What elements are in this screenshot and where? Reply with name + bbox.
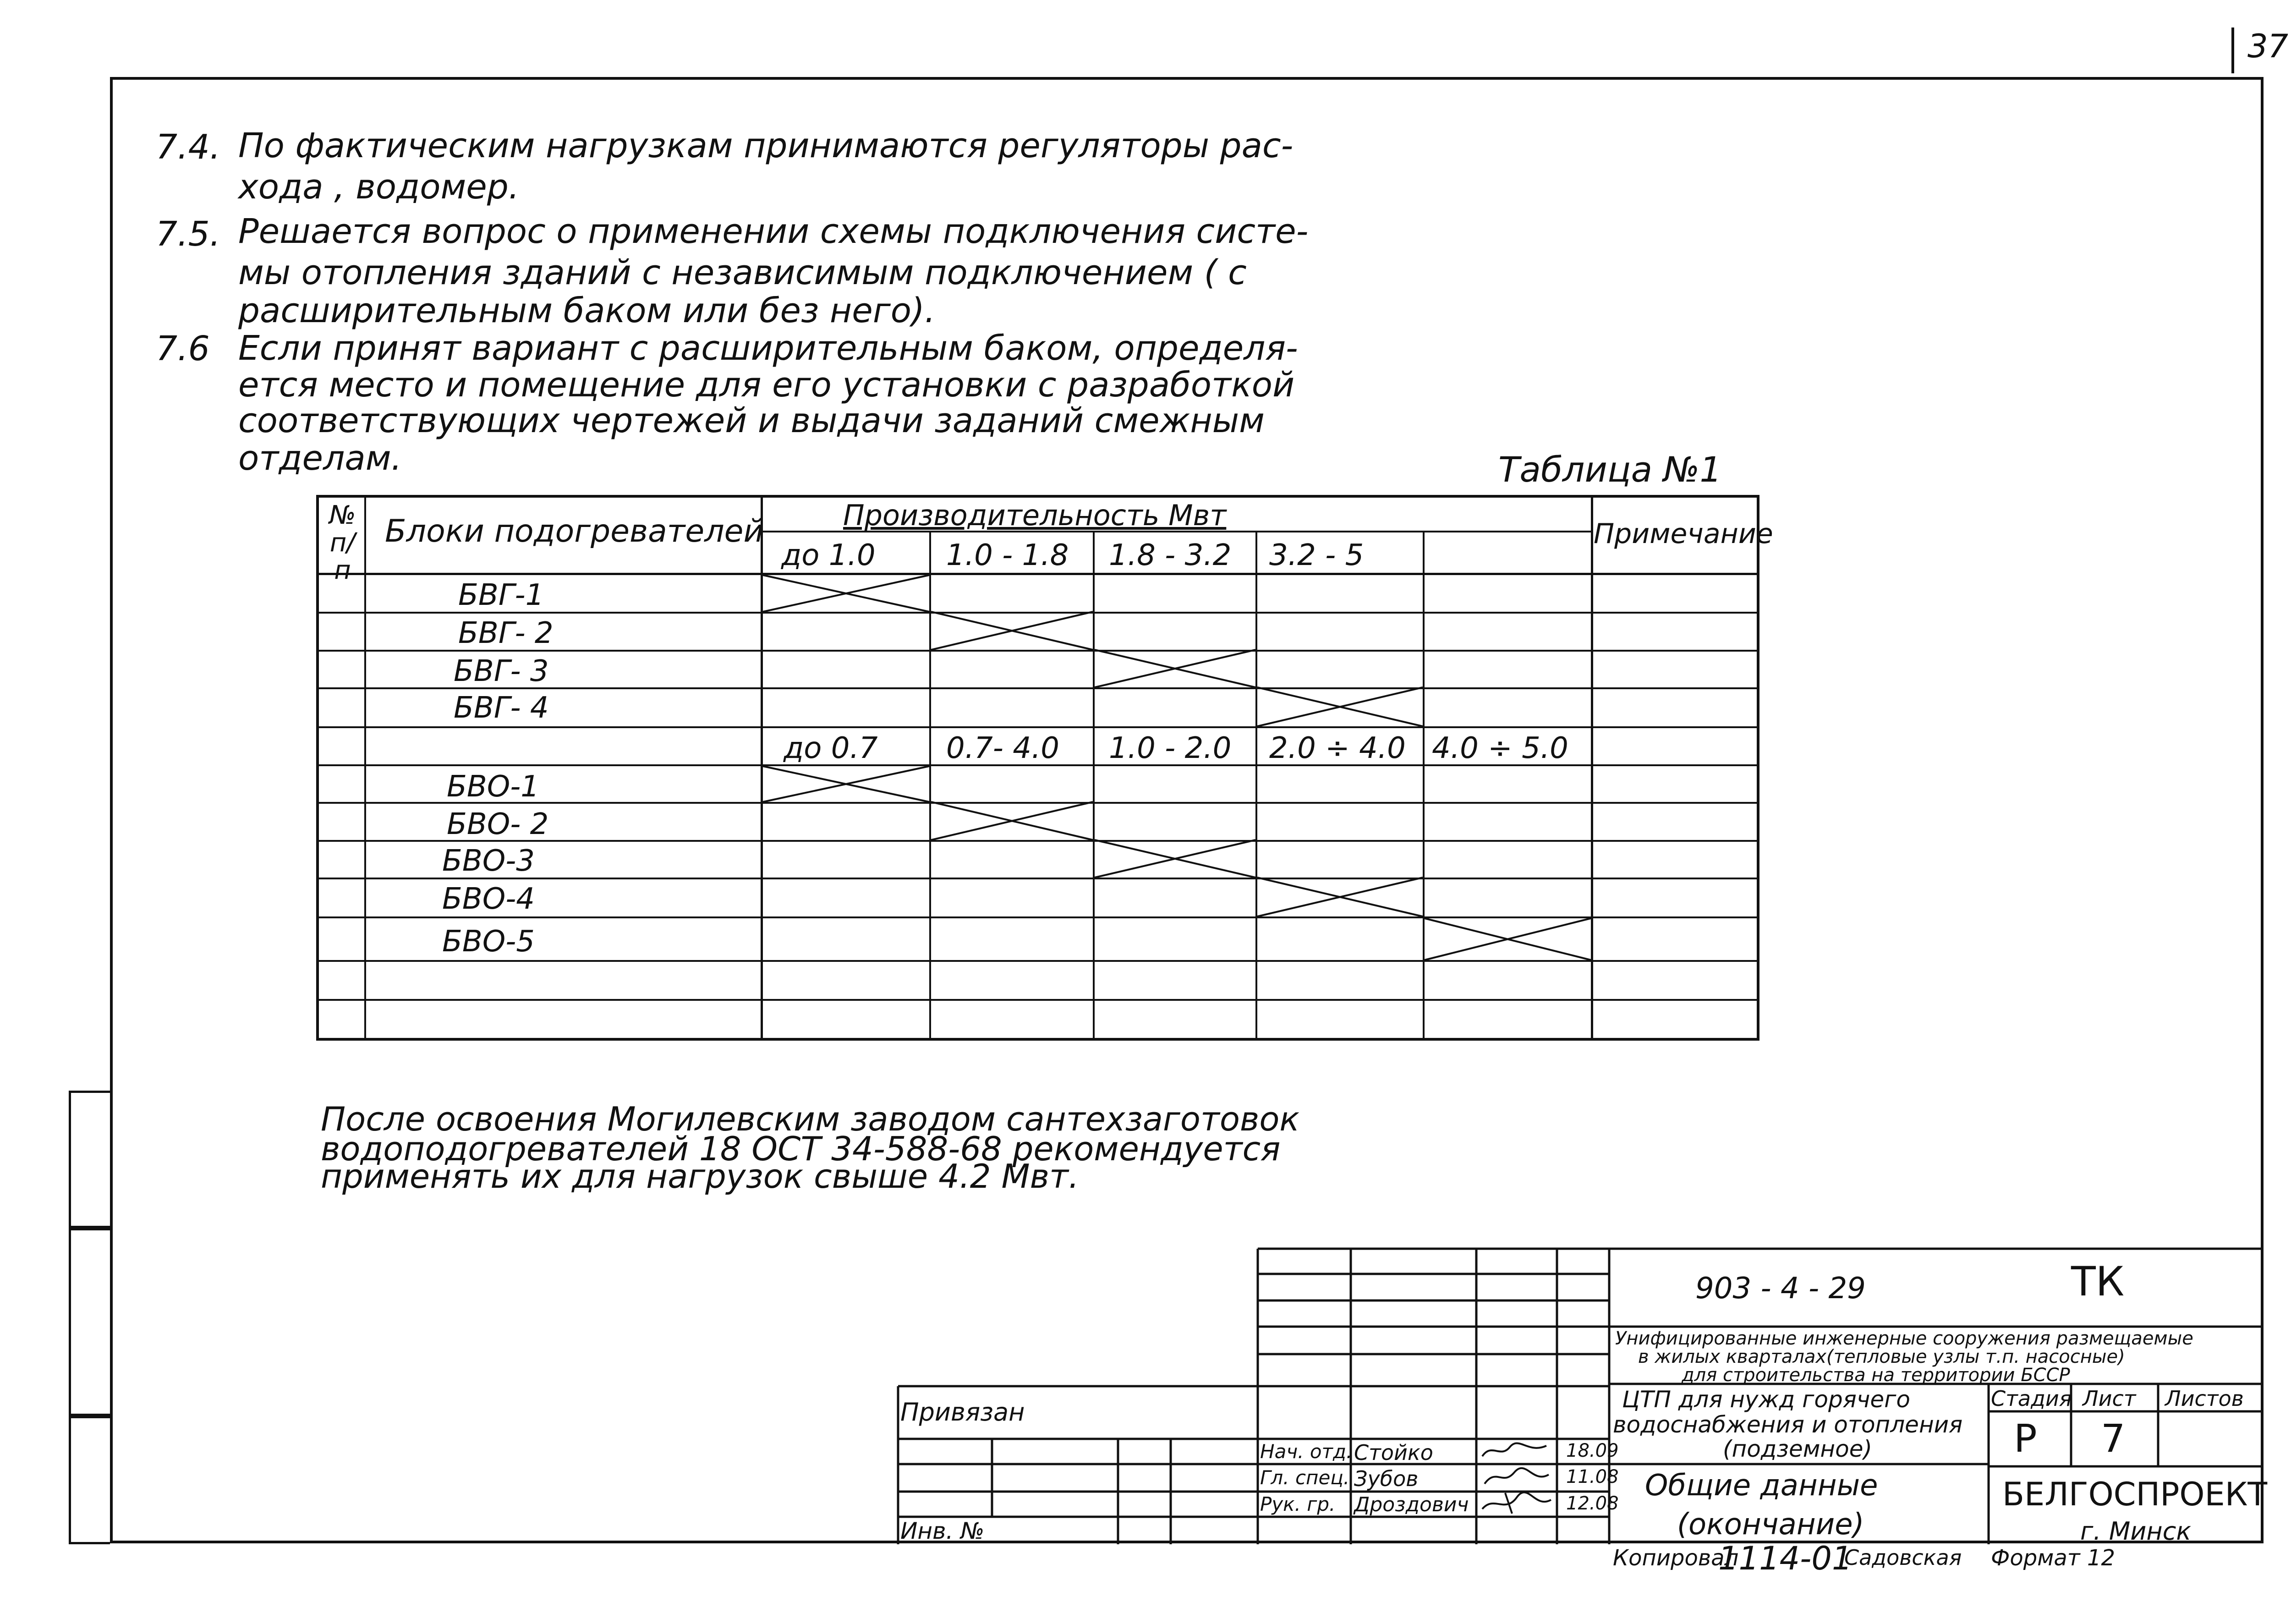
header-note: Примечание xyxy=(1594,518,1773,550)
name-1: Стойко xyxy=(1354,1440,1433,1465)
header-blocks: Блоки подогревателей xyxy=(385,513,764,549)
paragraph-line: Решается вопрос о применении схемы подключения систе- xyxy=(238,212,1309,251)
note-line-3: применять их для нагрузок свыше 4.2 Мвт. xyxy=(321,1157,1079,1196)
name-2: Зубов xyxy=(1354,1466,1419,1491)
row-bvg-4: БВГ- 4 xyxy=(454,691,549,725)
sheet-label: Лист xyxy=(2083,1386,2136,1411)
header-productivity: Производительность Мвт xyxy=(843,499,1227,532)
paragraph-line: мы отопления зданий с независимым подключением ( с xyxy=(238,253,1247,292)
organization: БЕЛГОСПРОЕКТ xyxy=(2002,1476,2268,1513)
range-bvg-4: 3.2 - 5 xyxy=(1269,538,1364,572)
sheet-title-line-2: (окончание) xyxy=(1677,1508,1864,1542)
range-bvg-2: 1.0 - 1.8 xyxy=(946,538,1069,572)
paragraph-number: 7.5. xyxy=(156,214,221,254)
stage-value: Р xyxy=(2014,1416,2037,1461)
inv-no-label: Инв. № xyxy=(900,1518,985,1544)
object-name-line-1: ЦТП для нужд горячего xyxy=(1622,1386,1910,1413)
note-line-2: водоподогревателей 18 ОСТ 34-588-68 рекомендуется xyxy=(321,1130,1281,1168)
privyazan-label: Привязан xyxy=(900,1398,1025,1426)
range-bvg-1: до 1.0 xyxy=(781,538,876,572)
object-name-line-2: водоснабжения и отопления xyxy=(1613,1411,1963,1438)
paragraph-line: По фактическим нагрузкам принимаются регуляторы рас- xyxy=(238,126,1293,165)
date-2: 11.08 xyxy=(1566,1466,1619,1487)
paragraph-line: хода , водомер. xyxy=(238,167,520,207)
object-name-line-3: (подземное) xyxy=(1723,1436,1872,1462)
date-1: 18.09 xyxy=(1566,1440,1619,1461)
copied-by: Садовская xyxy=(1844,1545,1962,1570)
table-caption: Таблица №1 xyxy=(1498,449,1722,490)
row-bvg-3: БВГ- 3 xyxy=(454,654,549,688)
row-bvo-2: БВО- 2 xyxy=(447,807,549,841)
paragraph-line: отделам. xyxy=(238,439,402,478)
stage-label: Стадия xyxy=(1991,1386,2072,1411)
paragraph-line: соответствующих чертежей и выдачи заданий смежным xyxy=(238,401,1265,440)
row-bvo-1: БВО-1 xyxy=(447,770,539,804)
page-number: 37 xyxy=(2247,27,2289,65)
description-line-3: для строительства на территории БССР xyxy=(1682,1365,2070,1386)
row-bvo-3: БВО-3 xyxy=(442,844,535,878)
row-bvo-5: БВО-5 xyxy=(442,925,535,959)
name-3: Дроздович xyxy=(1354,1493,1469,1516)
sheets-label: Листов xyxy=(2165,1386,2244,1411)
description-line-1: Унифицированные инженерные сооружения размещаемые xyxy=(1615,1328,2193,1349)
role-3: Рук. гр. xyxy=(1260,1493,1336,1515)
sheet-value: 7 xyxy=(2101,1416,2126,1461)
row-bvg-2: БВГ- 2 xyxy=(458,616,554,650)
role-1: Нач. отд. xyxy=(1260,1440,1353,1463)
paragraph-line: ется место и помещение для его установки с разработкой xyxy=(238,365,1295,405)
range-bvo-3: 1.0 - 2.0 xyxy=(1109,731,1232,765)
note-line-1: После освоения Могилевским заводом сантехзаготовок xyxy=(321,1100,1299,1138)
range-bvo-5: 4.0 ÷ 5.0 xyxy=(1432,731,1568,765)
paragraph-line: расширительным баком или без него). xyxy=(238,291,936,330)
range-bvo-1: до 0.7 xyxy=(784,731,878,765)
mark-code: ТК xyxy=(2071,1258,2125,1305)
copied-number: 1114-01 xyxy=(1718,1540,1853,1577)
role-2: Гл. спец. xyxy=(1260,1466,1350,1489)
project-code: 903 - 4 - 29 xyxy=(1695,1272,1866,1306)
format: Формат 12 xyxy=(1991,1545,2116,1571)
range-bvg-3: 1.8 - 3.2 xyxy=(1109,538,1232,572)
row-bvo-4: БВО-4 xyxy=(442,882,535,916)
row-bvg-1: БВГ-1 xyxy=(458,578,544,612)
paragraph-number: 7.4. xyxy=(156,127,221,167)
city: г. Минск xyxy=(2080,1517,2191,1546)
range-bvo-4: 2.0 ÷ 4.0 xyxy=(1269,731,1406,765)
signatures xyxy=(1478,1440,1556,1516)
description-line-2: в жилых кварталах(тепловые узлы т.п. насосные) xyxy=(1638,1346,2125,1367)
sheet-title-line-1: Общие данные xyxy=(1645,1469,1878,1503)
copied-label: Копировал xyxy=(1613,1545,1739,1571)
date-3: 12.08 xyxy=(1566,1493,1619,1514)
header-num: № п/п xyxy=(329,500,356,585)
paragraph-line: Если принят вариант с расширительным баком, определя- xyxy=(238,329,1298,368)
paragraph-number: 7.6 xyxy=(156,329,210,368)
range-bvo-2: 0.7- 4.0 xyxy=(946,731,1059,765)
